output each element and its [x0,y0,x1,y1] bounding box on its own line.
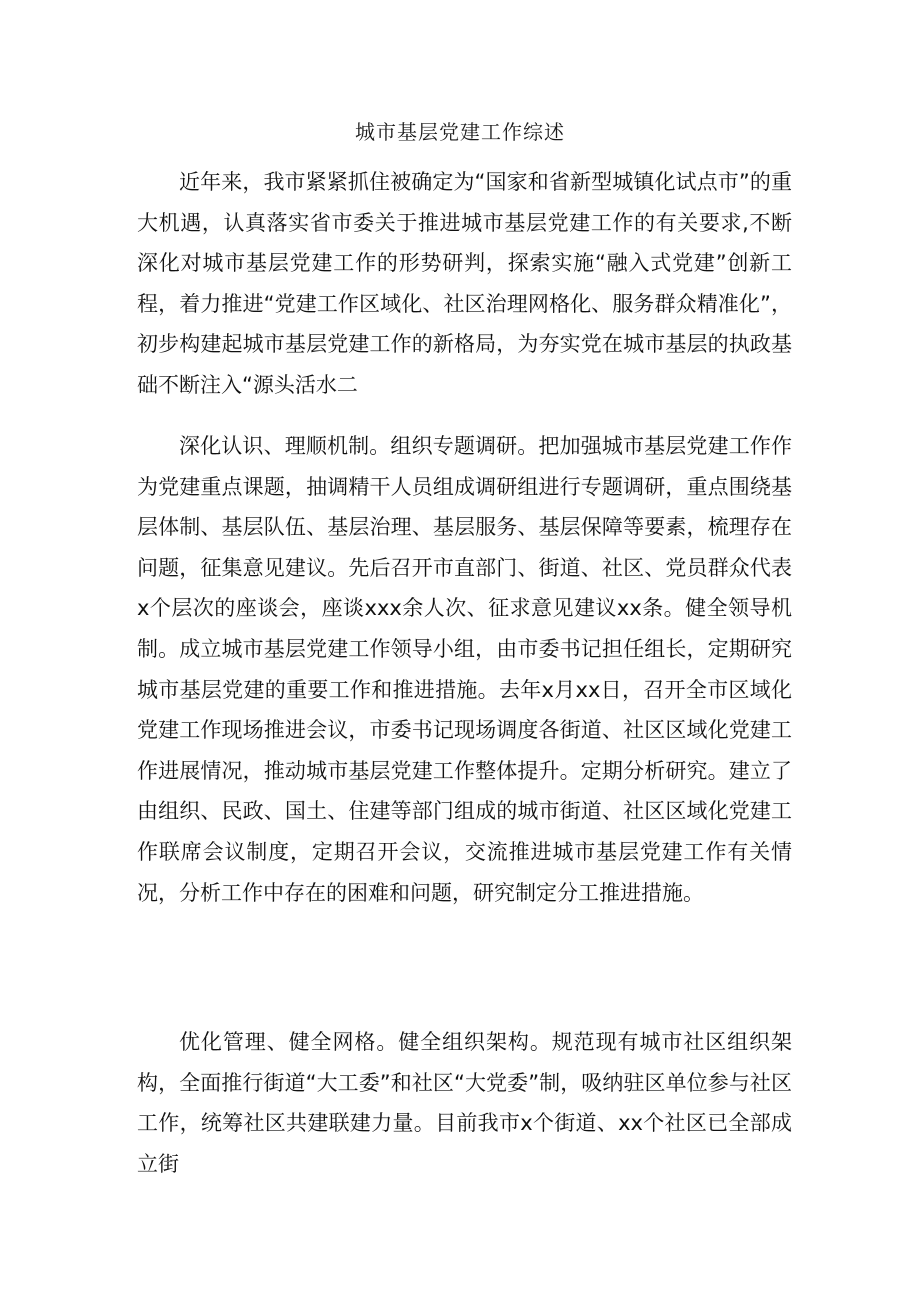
paragraph-mechanism [137,426,792,913]
paragraph-text: 优化管理、健全网格。健全组织架构。规范现有城市社区组织架构，全面推行街道“大工委”和社区“大党委”制，吸纳驻区单位参与社区工作，统筹社区共建联建力量。目前我市x个街道、xx个社区已全部成立街 [137,1030,792,1176]
paragraph-text: 近年来，我市紧紧抓住被确定为“国家和省新型城镇化试点市”的重大机遇，认真落实省市委关于推进城市基层党建工作的有关要求,不断深化对城市基层党建工作的形势研判，探索实施“融入式党建”创新工程，着力推进“党建工作区域化、社区治理网格化、服务群众精准化”，初步构建起城市基层党建工作的新格局，为夯实党在城市基层的执政基础不断注入“源头活水二 [137,170,792,397]
paragraph-intro [137,162,792,406]
document-title: 城市基层党建工作综述 [355,120,565,144]
paragraph-grid-management [137,1022,792,1184]
paragraph-text: 深化认识、理顺机制。组织专题调研。把加强城市基层党建工作作为党建重点课题，抽调精干人员组成调研组进行专题调研，重点围绕基层体制、基层队伍、基层治理、基层服务、基层保障等要素，梳理存在问题，征集意见建议。先后召开市直部门、街道、社区、党员群众代表x个层次的座谈会，座谈xxx余人次、征求意见建议xx条。健全领导机制。成立城市基层党建工作领导小组，由市委书记担任组长，定期研究城市基层党建的重要工作和推进措施。去年x月xx日，召开全市区域化党建工作现场推进会议，市委书记现场调度各街道、社区区域化党建工作进展情况，推动城市基层党建工作整体提升。定期分析研究。建立了由组织、民政、国土、住建等部门组成的城市街道、社区区域化党建工作联席会议制度，定期召开会议，交流推进城市基层党建工作有关情况，分析工作中存在的困难和问题，研究制定分工推进措施。 [137,434,792,905]
